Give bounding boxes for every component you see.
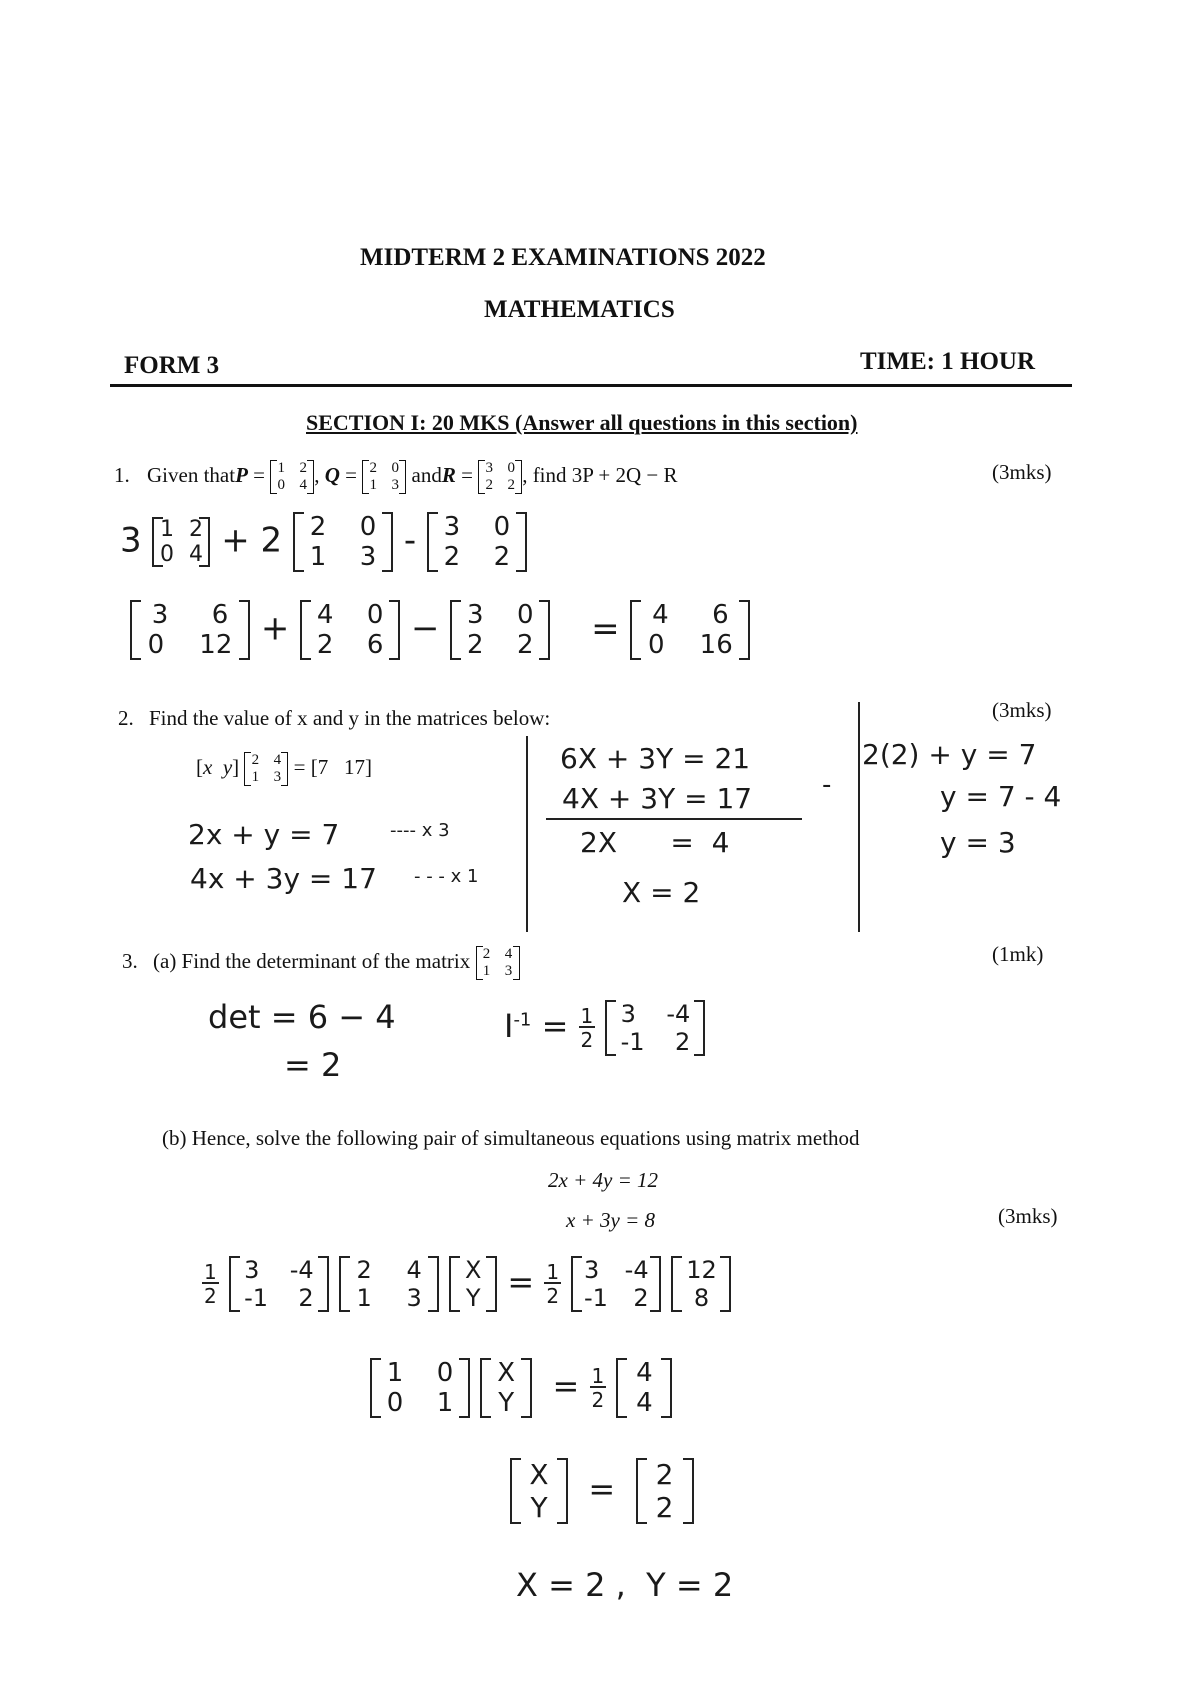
s1-xy-vector: X Y <box>449 1256 497 1312</box>
s2-rhs-vector: 4 4 <box>616 1358 672 1418</box>
hw-matrix-Q: 2 0 1 3 <box>293 512 393 572</box>
q2-mid-minus: - <box>822 770 832 800</box>
q1-marks: (3mks) <box>992 460 1052 484</box>
hw-matrix-3P: 3 6 0 12 <box>130 600 250 660</box>
q3b-marks: (3mks) <box>998 1204 1058 1228</box>
s1-rhs-vector: 12 8 <box>671 1256 731 1312</box>
s3-answer-vector: 2 2 <box>636 1458 694 1524</box>
q3-inverse: $I^{-1}$ = $\frac{1}{2}$ 3 -4 -1 2 <box>504 1000 705 1056</box>
q1-given-text: Given that <box>147 462 236 487</box>
q2-divider-right <box>858 702 860 932</box>
q2-mid1: 6X + 3Y = 21 <box>560 742 751 775</box>
q1-answer-matrix: 4 6 0 16 <box>630 600 750 660</box>
q3a-matrix: 2 4 1 3 <box>476 946 520 980</box>
matrix-Q: 2 0 1 3 <box>362 460 406 494</box>
time-label: TIME: 1 HOUR <box>860 348 1035 375</box>
q2-right3: y = 3 <box>940 826 1016 859</box>
q2-eq2: 4x + 3y = 17 <box>190 862 377 895</box>
s1-inverse-matrix: 3 -4 -1 2 <box>229 1256 329 1312</box>
matrix-R: 3 0 2 2 <box>478 460 522 494</box>
q1-prompt: 1. Given thatP = 1 2 0 4 , Q = 2 0 1 3 andR = 3 0 2 2 , find 3P + 2Q − R <box>114 460 678 493</box>
s2-xy-vector: X Y <box>480 1358 532 1418</box>
matrix-P: 1 2 0 4 <box>270 460 314 494</box>
q3-det-line1: det = 6 − 4 <box>208 998 396 1036</box>
s2-identity-matrix: 1 0 0 1 <box>370 1358 470 1418</box>
q1-number: 1. <box>114 462 130 487</box>
q3-inverse-matrix: 3 -4 -1 2 <box>605 1000 705 1056</box>
q2-matrix: 2 4 1 3 <box>244 752 288 786</box>
half-fraction: $\frac{1}{2}$ <box>580 1004 594 1052</box>
exam-title: MIDTERM 2 EXAMINATIONS 2022 <box>360 244 766 271</box>
q3b-step3: X Y = 2 2 <box>510 1458 694 1524</box>
s1-rhs-inverse: 3 -4 -1 2 <box>571 1256 661 1312</box>
q2-divider-left <box>526 736 528 932</box>
q2-text: Find the value of x and y in the matrices below: <box>149 706 551 730</box>
q3b-equation2: x + 3y = 8 <box>566 1208 655 1232</box>
q1-find-text: , find 3P + 2Q − R <box>522 462 678 487</box>
q3b-prompt: (b) Hence, solve the following pair of simultaneous equations using matrix method <box>162 1126 860 1150</box>
q3a-text: (a) Find the determinant of the matrix <box>153 948 471 973</box>
s3-xy-vector: X Y <box>510 1458 568 1524</box>
q2-marks: (3mks) <box>992 698 1052 722</box>
q3b-equation1: 2x + 4y = 12 <box>548 1168 658 1192</box>
q2-subtract-rule <box>546 818 802 820</box>
q2-right2: y = 7 - 4 <box>940 780 1062 813</box>
section-heading: SECTION I: 20 MKS (Answer all questions in this section) <box>306 410 858 435</box>
q2-equation: [x y] 2 4 1 3 = [7 17] <box>196 752 372 785</box>
hw-matrix-2Q: 4 0 2 6 <box>300 600 400 660</box>
q2-eq2-note: - - - x 1 <box>414 866 479 887</box>
q2-mid4: X = 2 <box>622 876 701 909</box>
form-label: FORM 3 <box>124 352 220 379</box>
hw-matrix-P: 1 2 0 4 <box>152 517 210 567</box>
q2-right1: 2(2) + y = 7 <box>862 738 1037 771</box>
q3-number: 3. <box>122 948 138 973</box>
q1-and-text: and <box>411 462 442 487</box>
q3a-marks: (1mk) <box>992 942 1044 966</box>
q3-det-line2: = 2 <box>284 1046 342 1084</box>
q2-eq1-note: ---- x 3 <box>390 820 450 841</box>
q2-prompt <box>118 706 550 731</box>
q1-work-line2: 3 6 0 12 + 4 0 2 6 − 3 0 2 2 = 4 6 0 16 <box>130 600 750 660</box>
q2-eq1: 2x + y = 7 <box>188 818 340 851</box>
hw-matrix-R2: 3 0 2 2 <box>450 600 550 660</box>
hw-matrix-R: 3 0 2 2 <box>427 512 527 572</box>
q3a-prompt <box>122 946 520 980</box>
q2-number: 2. <box>118 706 134 730</box>
subject-title: MATHEMATICS <box>484 296 675 323</box>
q2-mid2: 4X + 3Y = 17 <box>562 782 753 815</box>
q1-work-line1: 3 1 2 0 4 + 2 2 0 1 3 - 3 0 2 2 <box>120 512 527 572</box>
q3b-step2: 1 0 0 1 X Y = $\frac{1}{2}$ 4 4 <box>370 1358 672 1418</box>
q3b-final-answer: X = 2 , Y = 2 <box>516 1566 734 1604</box>
q2-mid3: 2X = 4 <box>580 826 730 859</box>
s1-coeff-matrix: 2 4 1 3 <box>339 1256 439 1312</box>
header-rule <box>110 384 1072 387</box>
q3b-step1: $\frac{1}{2}$ 3 -4 -1 2 2 4 1 3 X Y = $\frac{1}{2}$ 3 -4 -1 2 12 8 <box>202 1256 731 1312</box>
